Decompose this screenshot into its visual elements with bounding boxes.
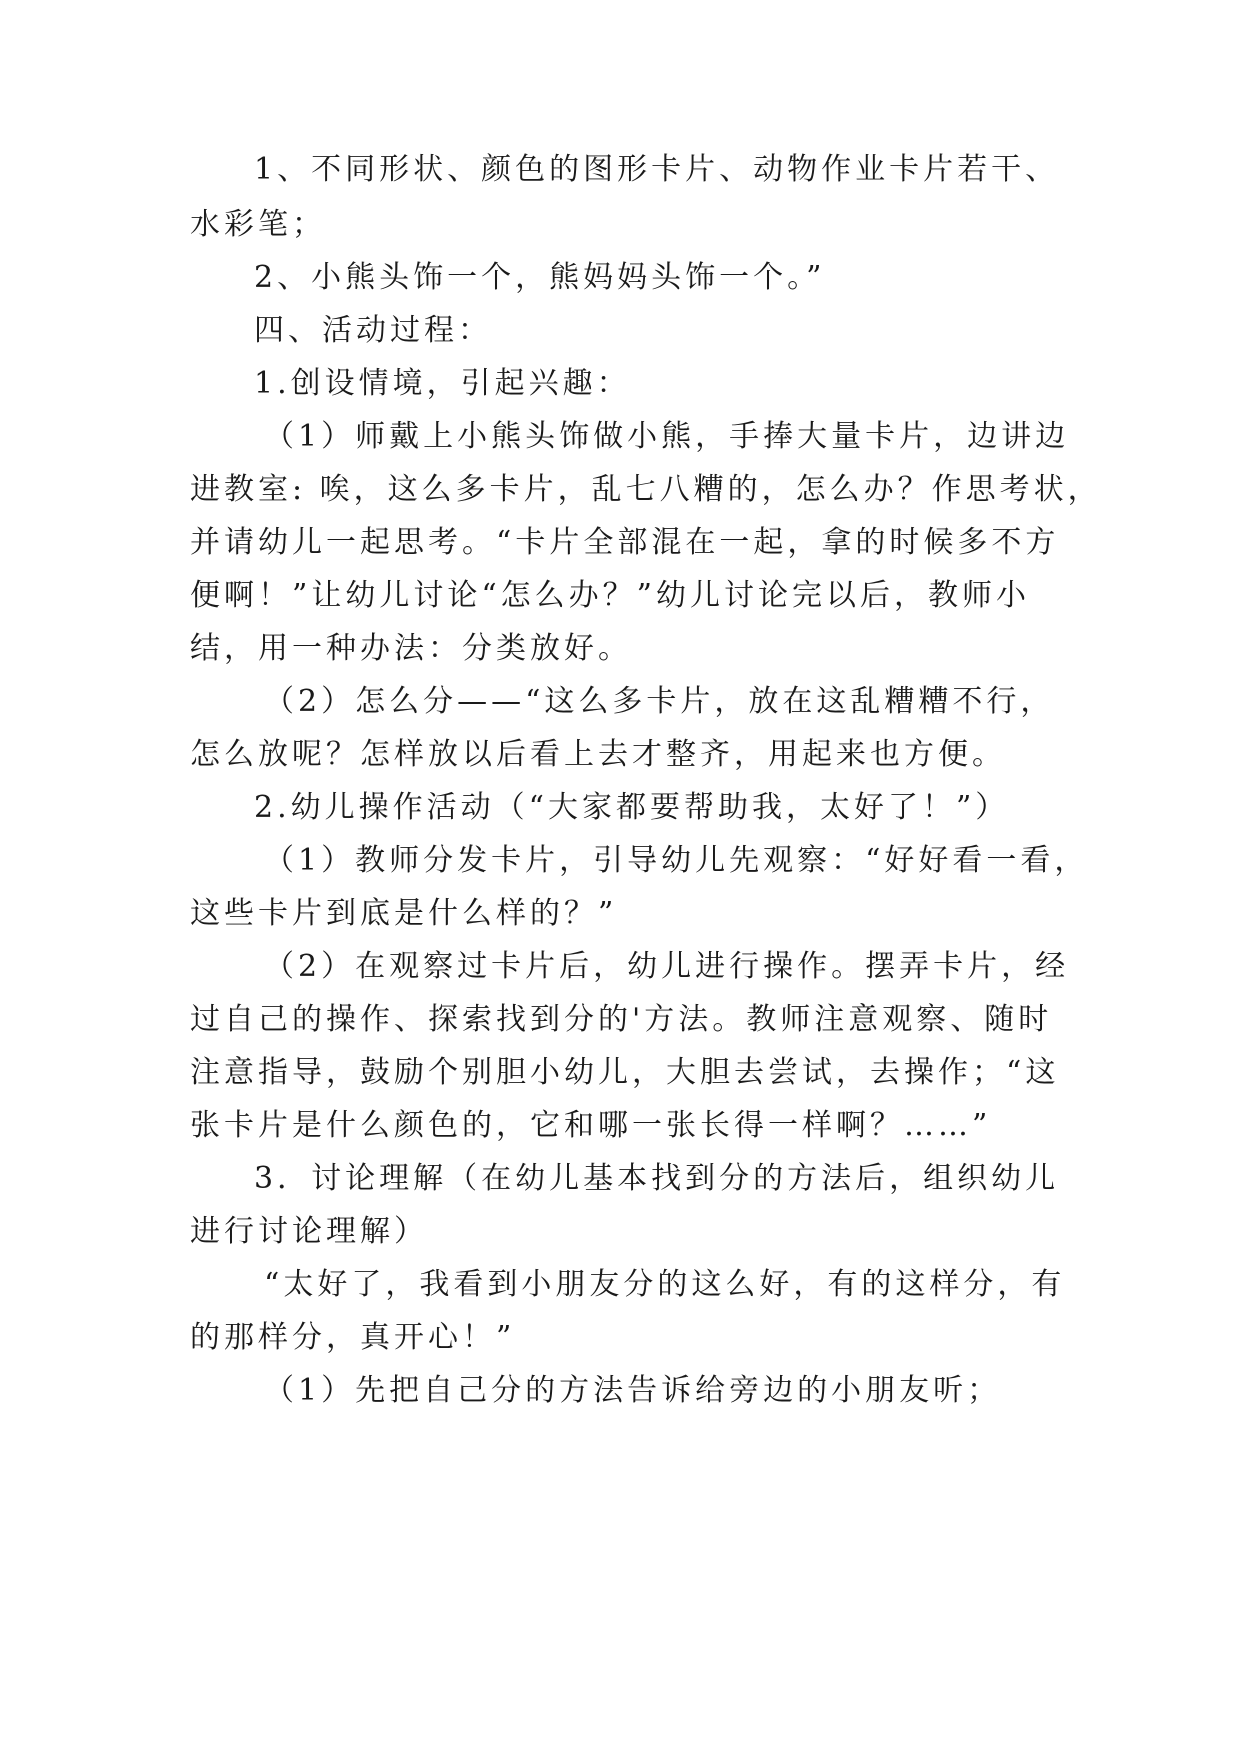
text-line: （2）在观察过卡片后，幼儿进行操作。摆弄卡片，经: [264, 949, 1070, 984]
text-line: 1、不同形状、颜色的图形卡片、动物作业卡片若干、: [254, 152, 1060, 187]
section-heading: 四、活动过程：: [254, 313, 492, 348]
text-line: 并请幼儿一起思考。“卡片全部混在一起，拿的时候多不方: [190, 525, 1060, 560]
text-line: （1）教师分发卡片，引导幼儿先观察：“好好看一看，: [264, 843, 1089, 878]
text-line: （1）先把自己分的方法告诉给旁边的小朋友听；: [264, 1373, 1002, 1408]
text-line: “太好了，我看到小朋友分的这么好，有的这样分，有: [264, 1267, 1066, 1302]
text-line: （2）怎么分——“这么多卡片，放在这乱糟糟不行，: [264, 684, 1055, 719]
sub-heading: 1.创设情境，引起兴趣：: [254, 366, 631, 401]
sub-heading: 3．讨论理解（在幼儿基本找到分的方法后，组织幼儿: [254, 1161, 1060, 1196]
text-line: 便啊！”让幼儿讨论“怎么办？”幼儿讨论完以后，教师小: [190, 578, 1031, 613]
text-line: 进行讨论理解）: [190, 1214, 428, 1249]
text-line: 过自己的操作、探索找到分的'方法。教师注意观察、随时: [190, 1002, 1053, 1037]
text-line: 的那样分，真开心！”: [190, 1320, 516, 1355]
sub-heading: 2.幼儿操作活动（“大家都要帮助我，太好了！”）: [254, 790, 1010, 825]
text-line: 2、小熊头饰一个，熊妈妈头饰一个。”: [254, 260, 826, 295]
text-line: 注意指导，鼓励个别胆小幼儿，大胆去尝试，去操作；“这: [190, 1055, 1060, 1090]
text-line: 水彩笔；: [190, 207, 326, 242]
text-line: 这些卡片到底是什么样的？”: [190, 896, 618, 931]
text-line: 结，用一种办法：分类放好。: [190, 631, 632, 666]
text-line: 进教室: 唉，这么多卡片，乱七八糟的，怎么办？作思考状，: [190, 472, 1102, 507]
text-line: （1）师戴上小熊头饰做小熊，手捧大量卡片，边讲边: [264, 419, 1070, 454]
text-line: 怎么放呢？怎样放以后看上去才整齐，用起来也方便。: [190, 737, 1006, 772]
text-line: 张卡片是什么颜色的，它和哪一张长得一样啊？……”: [190, 1108, 992, 1143]
